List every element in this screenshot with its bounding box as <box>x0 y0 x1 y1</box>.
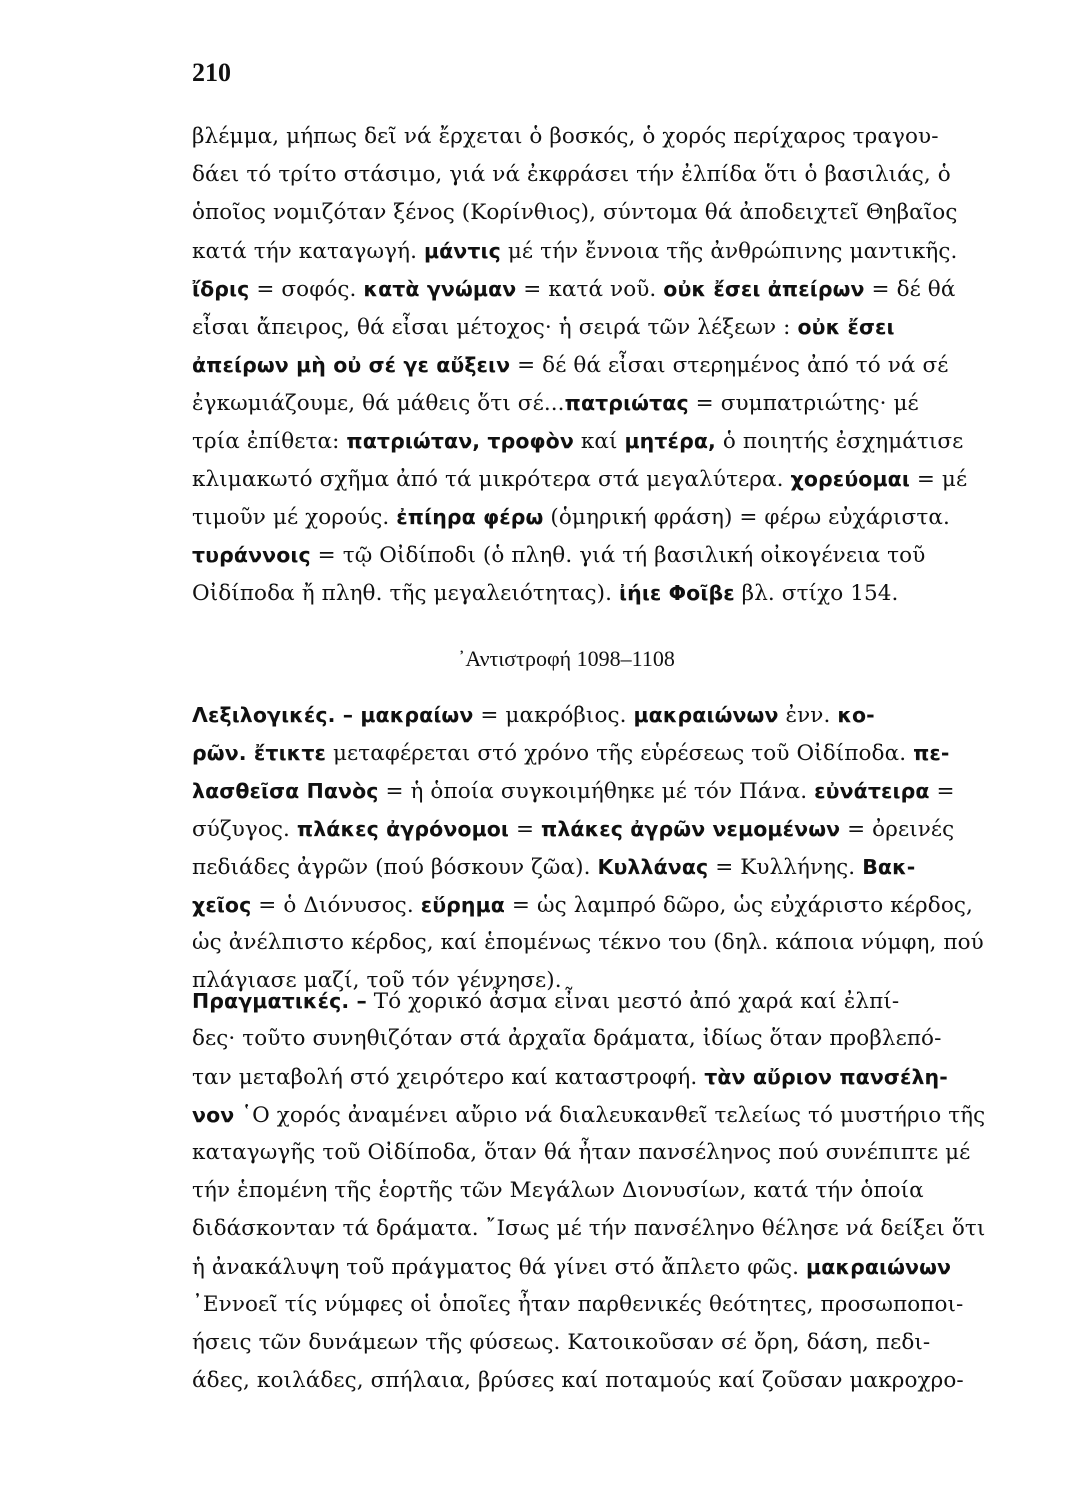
text-line: Λεξιλογικές. – μακραίων = μακρόβιος. μακραιώνων ἐνν. κο- <box>192 703 875 728</box>
section-heading: ᾽Αντιστροφή 1098–1108 <box>458 646 675 671</box>
text-line: ήσεις τῶν δυνάμεων τῆς φύσεως. Κατοικοῦσαν σέ ὄρη, δάση, πεδι- <box>192 1330 931 1355</box>
text-line: Οἰδίποδα ἤ πληθ. τῆς μεγαλειότητας). ἰήιε Φοῖβε βλ. στίχο 154. <box>192 581 899 606</box>
text-line: ἐγκωμιάζουμε, θά μάθεις ὅτι σέ...πατριώτας = συμπατριώτης· μέ <box>192 391 919 416</box>
text-line: τρία ἐπίθετα: πατριώταν, τροφὸν καί μητέρα, ὁ ποιητής ἐσχημάτισε <box>192 429 964 454</box>
text-line: διδάσκονταν τά δράματα. ῎Ισως μέ τήν πανσέληνο θέλησε νά δείξει ὅτι <box>192 1216 986 1241</box>
text-line: χεῖος = ὁ Διόνυσος. εὕρημα = ὡς λαμπρό δῶρο, ὡς εὐχάριστο κέρδος, <box>192 893 973 918</box>
text-line: Πραγματικές. – Τό χορικό ἆσμα εἶναι μεστό ἀπό χαρά καί ἐλπί- <box>192 989 900 1014</box>
text-line: βλέμμα, μήπως δεῖ νά ἔρχεται ὁ βοσκός, ὁ χορός περίχαρος τραγου- <box>192 124 939 149</box>
factual-notes-paragraph <box>192 982 1028 1400</box>
text-line: ἡ ἀνακάλυψη τοῦ πράγματος θά γίνει στό ἄπλετο φῶς. μακραιώνων <box>192 1255 952 1280</box>
text-line: καταγωγῆς τοῦ Οἰδίποδα, ὅταν θά ἦταν πανσέληνος πού συνέπιπτε μέ <box>192 1140 971 1165</box>
text-line: νον ῾Ο χορός ἀναμένει αὔριο νά διαλευκανθεῖ τελείως τό μυστήριο τῆς <box>192 1103 986 1128</box>
text-line: ἴδρις = σοφός. κατὰ γνώμαν = κατά νοῦ. οὐκ ἔσει ἀπείρων = δέ θά <box>192 277 956 302</box>
text-line: κατά τήν καταγωγή. μάντις μέ τήν ἔννοια τῆς ἀνθρώπινης μαντικῆς. <box>192 239 958 264</box>
text-line: τιμοῦν μέ χορούς. ἐπίηρα φέρω (ὁμηρική φράση) = φέρω εὐχάριστα. <box>192 505 950 530</box>
text-line: τυράννοις = τῷ Οἰδίποδι (ὁ πληθ. γιά τή βασιλική οἰκογένεια τοῦ <box>192 543 926 568</box>
lexical-notes-paragraph <box>192 696 1028 1000</box>
text-line: εἶσαι ἄπειρος, θά εἶσαι μέτοχος· ἡ σειρά τῶν λέξεων : οὐκ ἔσει <box>192 315 895 340</box>
text-line: ὁποῖος νομιζόταν ξένος (Κορίνθιος), σύντομα θά ἀποδειχτεῖ Θηβαῖος <box>192 200 958 225</box>
text-line: τήν ἑπομένη τῆς ἑορτῆς τῶν Μεγάλων Διονυσίων, κατά τήν ὁποία <box>192 1178 924 1203</box>
text-line: δες· τοῦτο συνηθιζόταν στά ἀρχαῖα δράματα, ἰδίως ὅταν προβλεπό- <box>192 1026 942 1051</box>
commentary-paragraph-1 <box>192 118 1028 612</box>
text-line: πλάγιασε μαζί, τοῦ τόν γέννησε). <box>192 968 562 993</box>
text-line: σύζυγος. πλάκες ἀγρόνομοι = πλάκες ἀγρῶν νεμομένων = ὀρεινές <box>192 817 955 842</box>
text-line: κλιμακωτό σχῆμα ἀπό τά μικρότερα στά μεγαλύτερα. χορεύομαι = μέ <box>192 467 968 492</box>
text-line: ἀπείρων μὴ οὐ σέ γε αὔξειν = δέ θά εἶσαι στερημένος ἀπό τό νά σέ <box>192 353 949 378</box>
text-line: δάει τό τρίτο στάσιμο, γιά νά ἐκφράσει τήν ἐλπίδα ὅτι ὁ βασιλιάς, ὁ <box>192 162 951 187</box>
text-line: πεδιάδες ἀγρῶν (πού βόσκουν ζῶα). Κυλλάνας = Κυλλήνης. Βακ- <box>192 855 916 880</box>
text-line: ρῶν. ἔτικτε μεταφέρεται στό χρόνο τῆς εὑρέσεως τοῦ Οἰδίποδα. πε- <box>192 741 950 766</box>
text-line: λασθεῖσα Πανὸς = ἡ ὁποία συγκοιμήθηκε μέ τόν Πάνα. εὐνάτειρα = <box>192 779 955 804</box>
text-line: ᾽Εννοεῖ τίς νύμφες οἱ ὁποῖες ἦταν παρθενικές θεότητες, προσωποποι- <box>192 1292 964 1317</box>
text-line: άδες, κοιλάδες, σπήλαια, βρύσες καί ποταμούς καί ζοῦσαν μακροχρο- <box>192 1368 964 1393</box>
text-line: ταν μεταβολή στό χειρότερο καί καταστροφή. τὰν αὔριον πανσέλη- <box>192 1065 948 1090</box>
text-line: ὡς ἀνέλπιστο κέρδος, καί ἑπομένως τέκνο του (δηλ. κάποια νύμφη, πού <box>192 930 984 955</box>
page-number: 210 <box>192 58 231 87</box>
